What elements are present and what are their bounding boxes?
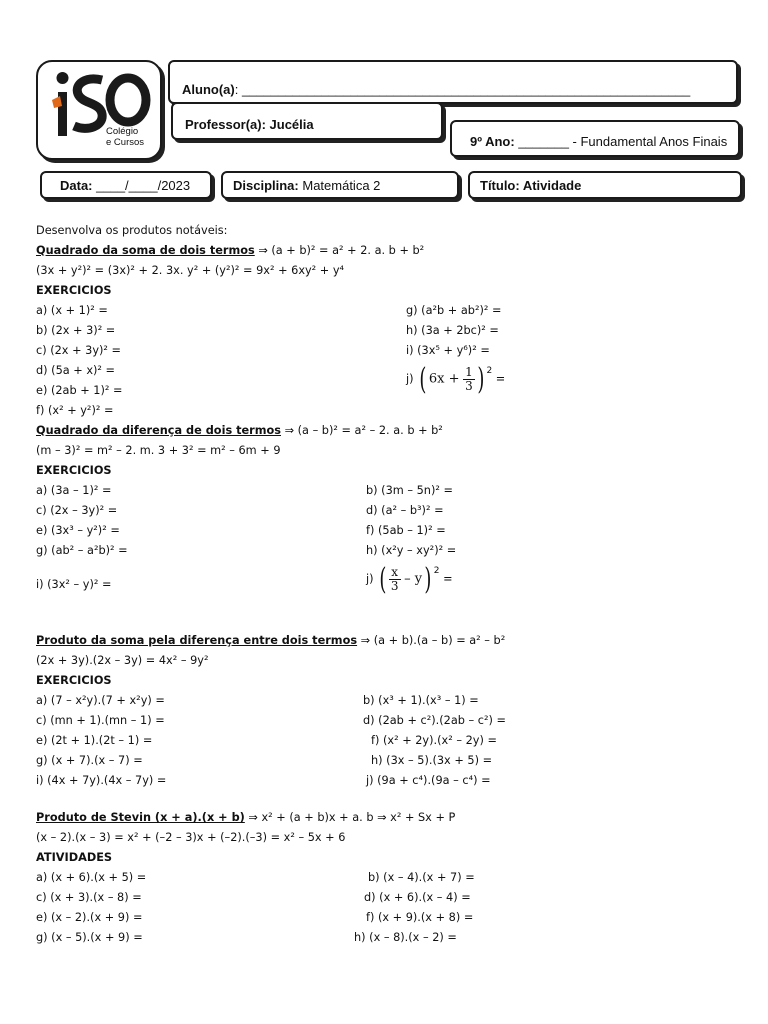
teacher-box: [171, 102, 443, 140]
grade-row: [470, 134, 727, 150]
exercise-item: g) (x – 5).(x + 9) =: [36, 931, 143, 944]
exercise-item: j) (9a + c⁴).(9a – c⁴) =: [366, 774, 491, 787]
exercise-item: g) (x + 7).(x – 7) =: [36, 754, 143, 767]
subject-label: Disciplina:: [233, 178, 299, 193]
fraction-term: 6x +: [428, 371, 460, 387]
exercise-item: a) (7 – x²y).(7 + x²y) =: [36, 694, 165, 707]
exponent: 2: [486, 366, 493, 376]
student-label: Aluno(a): [182, 82, 235, 97]
school-logo: [36, 60, 162, 160]
section3-formula: ⇒ (a + b).(a – b) = a² – b²: [357, 634, 506, 647]
exercise-item: f) (x² + y²)² =: [36, 404, 114, 417]
exercise-item-j-fraction: [366, 561, 453, 606]
section1-formula: ⇒ (a + b)² = a² + 2. a. b + b²: [254, 244, 425, 257]
exercise-item: b) (x – 4).(x + 7) =: [368, 871, 475, 884]
fraction-denominator: 3: [390, 579, 399, 593]
grade-value: _______ - Fundamental Anos Finais: [514, 134, 728, 149]
exercise-item: h) (3x – 5).(3x + 5) =: [371, 754, 493, 767]
logo-text-line2: e Cursos: [106, 137, 145, 148]
exercise-item: f) (x + 9).(x + 8) =: [366, 911, 474, 924]
title-box: [468, 171, 742, 199]
item-label: j): [406, 372, 414, 386]
exercise-item: h) (x – 8).(x – 2) =: [354, 931, 457, 944]
exercise-item: g) (ab² – a²b)² =: [36, 544, 128, 557]
exercise-item: f) (x² + 2y).(x² – 2y) =: [371, 734, 497, 747]
section1-exercises-heading: EXERCICIOS: [36, 284, 112, 297]
date-value: ____/____/2023: [92, 178, 191, 193]
exercise-item: i) (4x + 7y).(4x – 7y) =: [36, 774, 167, 787]
exercise-item: e) (3x³ – y²)² =: [36, 524, 120, 537]
exercise-item: i) (3x² – y)² =: [36, 578, 112, 591]
logo-text-line1: Colégio: [106, 126, 139, 137]
section4-activities-heading: ATIVIDADES: [36, 851, 113, 864]
exercise-item: c) (x + 3).(x – 8) =: [36, 891, 142, 904]
section1-title: Quadrado da soma de dois termos: [36, 244, 255, 257]
item-label: j): [366, 572, 374, 586]
subject-value: Matemática 2: [298, 178, 381, 193]
grade-box[interactable]: [450, 120, 740, 157]
exercise-item: d) (5a + x)² =: [36, 364, 116, 377]
exercise-item: c) (mn + 1).(mn – 1) =: [36, 714, 165, 727]
title-label: Título: Atividade: [480, 178, 582, 193]
exercise-item: d) (x + 6).(x – 4) =: [364, 891, 471, 904]
section2-heading-row: [36, 424, 443, 438]
exercise-item: b) (2x + 3)² =: [36, 324, 116, 337]
section2-example: (m – 3)² = m² – 2. m. 3 + 3² = m² – 6m + 9: [36, 444, 281, 457]
exercise-item: a) (3a – 1)² =: [36, 484, 112, 497]
left-paren-glyph: (: [419, 361, 427, 397]
instructions: Desenvolva os produtos notáveis:: [36, 224, 228, 237]
teacher-label: Professor(a): Jucélia: [185, 117, 314, 132]
exponent: 2: [433, 566, 440, 576]
section4-formula: ⇒ x² + (a + b)x + a. b ⇒ x² + Sx + P: [244, 811, 456, 824]
exercise-item: g) (a²b + ab²)² =: [406, 304, 502, 317]
grade-label: 9º Ano:: [470, 134, 515, 149]
section4-heading-row: [36, 811, 455, 825]
date-box[interactable]: [40, 171, 212, 199]
student-line: : ______________________________________________________________: [234, 82, 691, 97]
section3-exercises-heading: EXERCICIOS: [36, 674, 112, 687]
fraction-denominator: 3: [465, 379, 473, 393]
student-field-box[interactable]: [168, 60, 738, 104]
section3-title: Produto da soma pela diferença entre dois termos: [36, 634, 358, 647]
exercise-item: d) (a² – b³)² =: [366, 504, 444, 517]
right-paren-glyph: ): [477, 361, 485, 397]
fraction-term: – y: [404, 571, 423, 587]
exercise-item: a) (x + 6).(x + 5) =: [36, 871, 147, 884]
exercise-item: d) (2ab + c²).(2ab – c²) =: [363, 714, 506, 727]
exercise-item: c) (2x + 3y)² =: [36, 344, 122, 357]
fraction: [389, 566, 401, 593]
fraction-numerator: 1: [465, 365, 473, 379]
exercise-item: i) (3x⁵ + y⁶)² =: [406, 344, 490, 357]
section2-exercises-heading: EXERCICIOS: [36, 464, 112, 477]
exercise-item: a) (x + 1)² =: [36, 304, 108, 317]
exercise-item: e) (x – 2).(x + 9) =: [36, 911, 143, 924]
exercise-item: h) (3a + 2bc)² =: [406, 324, 499, 337]
equals-sign: =: [495, 372, 506, 386]
subject-box: [221, 171, 459, 199]
section3-heading-row: [36, 634, 505, 648]
date-label: Data:: [60, 178, 93, 193]
section3-example: (2x + 3y).(2x – 3y) = 4x² – 9y²: [36, 654, 209, 667]
fraction-numerator: x: [389, 566, 401, 580]
exercise-item: e) (2t + 1).(2t – 1) =: [36, 734, 153, 747]
section4-title: Produto de Stevin (x + a).(x + b): [36, 811, 245, 824]
fraction: [463, 366, 475, 393]
equals-sign: =: [443, 572, 453, 586]
section4-example: (x – 2).(x – 3) = x² + (–2 – 3)x + (–2).(–3) = x² – 5x + 6: [36, 831, 346, 844]
exercise-item: b) (3m – 5n)² =: [366, 484, 453, 497]
exercise-item-j-fraction: [406, 361, 506, 406]
right-paren-glyph: ): [424, 561, 432, 597]
section1-heading-row: [36, 244, 424, 258]
exercise-item: e) (2ab + 1)² =: [36, 384, 123, 397]
exercise-item: c) (2x – 3y)² =: [36, 504, 118, 517]
section2-formula: ⇒ (a – b)² = a² – 2. a. b + b²: [281, 424, 443, 437]
exercise-item: f) (5ab – 1)² =: [366, 524, 446, 537]
section1-example: (3x + y²)² = (3x)² + 2. 3x. y² + (y²)² = 9x² + 6xy² + y⁴: [36, 264, 345, 277]
exercise-item: h) (x²y – xy²)² =: [366, 544, 457, 557]
exercise-item: b) (x³ + 1).(x³ – 1) =: [363, 694, 479, 707]
left-paren-glyph: (: [379, 561, 387, 597]
student-label-row: [182, 82, 690, 98]
section2-title: Quadrado da diferença de dois termos: [36, 424, 281, 437]
